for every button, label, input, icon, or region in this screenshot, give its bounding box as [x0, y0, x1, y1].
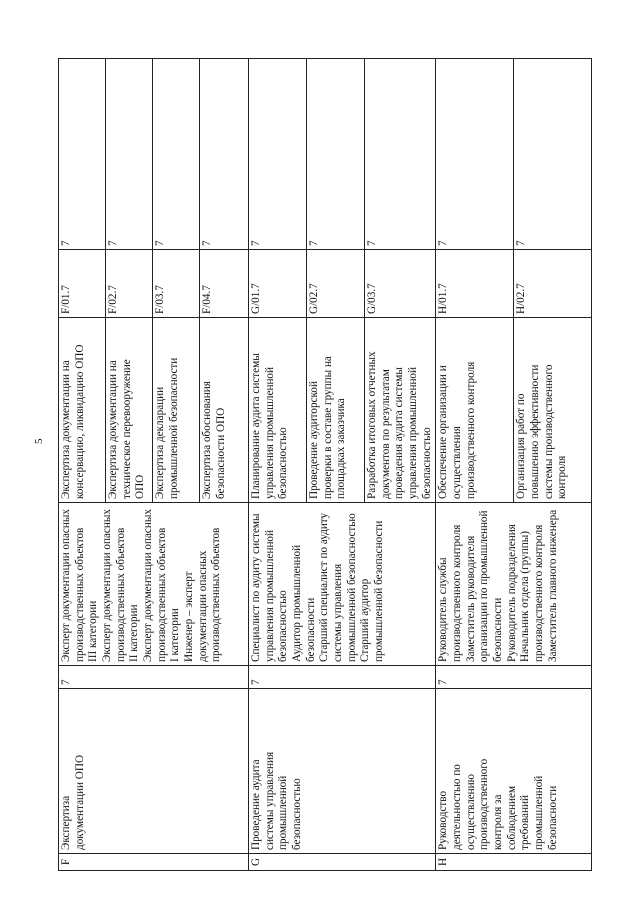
position-titles-line: производственного контроля — [532, 524, 545, 662]
position-titles-line: Заместитель руководителя — [464, 535, 477, 662]
task-name-line: консервацию, ликвидацию ОПО — [73, 344, 86, 499]
position-titles-line: II категории — [128, 604, 141, 662]
position-titles-line: Эксперт документации опасных — [141, 509, 154, 662]
position-titles-line: I категории — [169, 608, 182, 662]
function-name-line: безопасностью — [290, 778, 303, 850]
function-name-line: Экспертиза — [60, 795, 72, 850]
task-name-line: Экспертиза обоснования — [201, 381, 213, 499]
functions-table — [58, 58, 592, 871]
task-name — [200, 318, 249, 503]
task-name-line: контроля — [556, 455, 569, 499]
function-name — [436, 689, 592, 854]
position-titles-line: промышленной безопасностью — [345, 513, 358, 662]
function-name-line: безопасности — [546, 785, 559, 850]
task-name-line: проверки в составе группы на — [321, 356, 334, 499]
task-level: 7 — [153, 59, 200, 250]
task-name-line: безопасностью — [277, 427, 290, 499]
task-name-line: производственного контроля — [464, 361, 477, 499]
task-name — [153, 318, 200, 503]
task-name-line: Планирование аудита системы — [250, 353, 262, 499]
task-name-line: площадках заказчика — [335, 398, 348, 499]
qualification-level: 7 — [436, 666, 592, 689]
position-titles-line: производственных объектов — [155, 527, 168, 662]
task-code: G/02.7 — [307, 250, 365, 318]
function-name-line: документации ОПО — [73, 754, 86, 850]
task-level: 7 — [249, 59, 307, 250]
position-titles-line: безопасности — [304, 597, 317, 662]
function-code: G — [249, 854, 436, 871]
position-titles-line: Старший специалист по аудиту — [318, 512, 331, 662]
function-name — [59, 689, 249, 854]
task-name-line: повышению эффективности — [528, 364, 541, 499]
task-name-line: техническое перевооружение — [120, 359, 133, 499]
position-titles — [249, 503, 436, 666]
task-name — [436, 318, 514, 503]
task-name-line: Организация работ по — [515, 393, 528, 499]
task-name-line: управления промышленной — [406, 366, 419, 499]
position-titles-line: промышленной безопасности — [372, 520, 385, 662]
task-name-line: Экспертиза декларации — [154, 386, 166, 499]
position-titles-line: Специалист по аудиту системы — [250, 513, 262, 662]
function-name-line: промышленной — [532, 775, 545, 850]
position-titles-line: системы управления — [331, 563, 344, 662]
function-name-line: промышленной — [277, 775, 290, 850]
position-titles-line: Эксперт документации опасных — [60, 509, 72, 662]
task-level: 7 — [365, 59, 436, 250]
function-name-line: Руководство — [437, 790, 450, 850]
position-titles — [59, 503, 249, 666]
position-titles-line: Старший аудитор — [359, 578, 372, 662]
position-titles-line: Инженер – эксперт — [182, 571, 195, 662]
task-code: F/02.7 — [106, 250, 153, 318]
task-name-line: Проведение аудиторской — [308, 380, 320, 499]
task-name-line: осуществления — [450, 426, 463, 499]
position-titles-line: Аудитор промышленной — [290, 544, 303, 662]
position-titles-line: организации по промышленной — [478, 510, 491, 662]
task-name — [307, 318, 365, 503]
function-name-line: производственного — [478, 758, 491, 850]
task-level: 7 — [436, 59, 514, 250]
position-titles-line: Начальник отдела (группы) — [519, 531, 532, 662]
task-name-line: проведения аудита системы — [393, 367, 406, 499]
table-body — [59, 59, 592, 871]
position-titles-line: управления промышленной — [263, 529, 276, 662]
task-name-line: системы производственного — [542, 364, 555, 499]
task-level: 7 — [59, 59, 106, 250]
task-name — [365, 318, 436, 503]
function-code: H — [436, 854, 592, 871]
function-name-line: требований — [519, 795, 532, 850]
function-name — [249, 689, 436, 854]
qualification-level: 7 — [59, 666, 249, 689]
task-level: 7 — [514, 59, 592, 250]
page-number: 5 — [33, 438, 45, 444]
position-titles-line: Заместитель главного инженера — [546, 509, 559, 662]
task-level: 7 — [106, 59, 153, 250]
position-titles-line: производственного контроля — [450, 524, 463, 662]
task-code: F/03.7 — [153, 250, 200, 318]
task-code: G/01.7 — [249, 250, 307, 318]
position-titles-line: безопасностью — [277, 590, 290, 662]
function-name-line: осуществлению — [464, 773, 477, 850]
position-titles-line: производственных объектов — [210, 527, 223, 662]
task-code: G/03.7 — [365, 250, 436, 318]
position-titles-line: документации опасных — [196, 550, 209, 662]
task-name-line: Экспертиза документации на — [107, 360, 119, 499]
task-code: H/02.7 — [514, 250, 592, 318]
task-name-line: Обеспечение организации и — [437, 365, 450, 499]
task-name-line: Экспертиза документации на — [60, 360, 72, 499]
function-name-line: системы управления — [263, 751, 276, 850]
function-name-line: соблюдением — [505, 785, 518, 850]
task-name-line: промышленной безопасности — [167, 357, 180, 499]
task-name — [514, 318, 592, 503]
task-code: F/04.7 — [200, 250, 249, 318]
function-name-line: Проведение аудита — [250, 759, 262, 850]
function-code: F — [59, 854, 249, 871]
position-titles-line: Руководитель подразделения — [505, 524, 518, 662]
table-row — [59, 59, 106, 871]
position-titles-line: Эксперт документации опасных — [100, 509, 113, 662]
task-name — [106, 318, 153, 503]
table-row — [436, 59, 514, 871]
table-row — [249, 59, 307, 871]
position-titles-line: безопасности — [491, 597, 504, 662]
position-titles-line: производственных объектов — [73, 527, 86, 662]
task-name-line: безопасности ОПО — [214, 407, 227, 499]
task-name-line: Разработка итоговых отчетных — [366, 351, 378, 499]
task-level: 7 — [307, 59, 365, 250]
task-code: F/01.7 — [59, 250, 106, 318]
task-name-line: ОПО — [134, 474, 147, 499]
task-name-line: управления промышленной — [263, 366, 276, 499]
position-titles-line: Руководитель службы — [437, 557, 450, 662]
position-titles — [436, 503, 592, 666]
task-name — [249, 318, 307, 503]
task-name-line: безопасностью — [420, 427, 433, 499]
qualification-level: 7 — [249, 666, 436, 689]
position-titles-line: производственных объектов — [114, 527, 127, 662]
task-code: H/01.7 — [436, 250, 514, 318]
task-level: 7 — [200, 59, 249, 250]
task-name-line: документов по результатам — [379, 369, 392, 499]
position-titles-line: III категории — [87, 600, 100, 662]
task-name — [59, 318, 106, 503]
function-name-line: контроля за — [491, 794, 504, 850]
function-name-line: деятельностью по — [450, 764, 463, 850]
rotated-table-wrapper — [58, 59, 580, 871]
